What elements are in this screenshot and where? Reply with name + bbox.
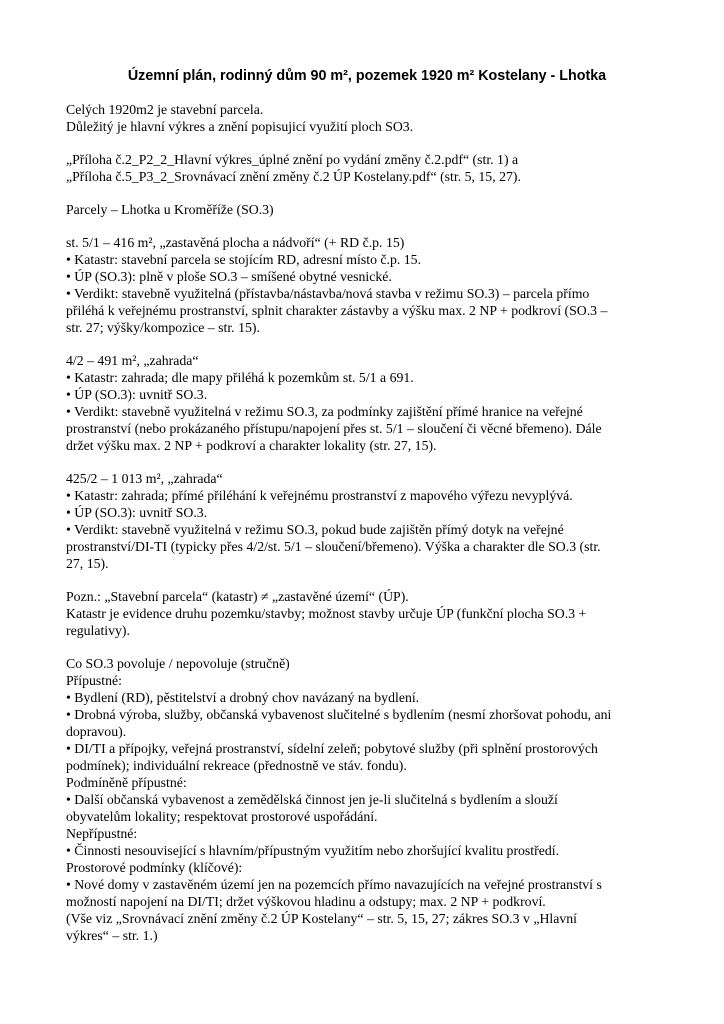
text-line: výkres“ – str. 1.) (66, 928, 158, 943)
text-line: • Katastr: zahrada; přímé přiléhání k veřejnému prostranství z mapového výřezu nevyplývá. (66, 488, 573, 503)
text-line: • Další občanská vybavenost a zemědělská činnost jen je-li slučitelná s bydlením a slouží (66, 792, 558, 807)
text-line: Co SO.3 povoluje / nepovoluje (stručně) (66, 656, 290, 671)
text-line: Celých 1920m2 je stavební parcela. (66, 102, 264, 117)
text-line: Nepřípustné: (66, 826, 138, 841)
text-line: • Nové domy v zastavěném území jen na pozemcích přímo navazujících na veřejné prostranství s (66, 877, 602, 892)
paragraph-so3-rules (66, 655, 668, 944)
text-line: 27, 15). (66, 556, 109, 571)
paragraph-section-heading-parcely (66, 201, 668, 218)
text-line: „Příloha č.2_P2_2_Hlavní výkres_úplné znění po vydání změny č.2.pdf“ (str. 1) a (66, 152, 519, 167)
paragraph-attachments (66, 151, 668, 185)
paragraph-parcel-425-2 (66, 470, 668, 572)
text-line: • ÚP (SO.3): uvnitř SO.3. (66, 505, 208, 520)
text-line: st. 5/1 – 416 m², „zastavěná plocha a nádvoří“ (+ RD č.p. 15) (66, 235, 405, 250)
text-line: „Příloha č.5_P3_2_Srovnávací znění změny č.2 ÚP Kostelany.pdf“ (str. 5, 15, 27). (66, 169, 521, 184)
text-line: možností napojení na DI/TI; držet výškovou hladinu a odstupy; max. 2 NP + podkroví. (66, 894, 546, 909)
text-line: • Katastr: stavební parcela se stojícím RD, adresní místo č.p. 15. (66, 252, 422, 267)
text-line: • Verdikt: stavebně využitelná v režimu SO.3, za podmínky zajištění přímé hranice na veřejné (66, 404, 583, 419)
text-line: přiléhá k veřejnému prostranství, splnit charakter zástavby a výšku max. 2 NP + podkroví (SO.3 – (66, 303, 608, 318)
paragraph-parcel-4-2 (66, 352, 668, 454)
text-line: prostranství (nebo prokázaného přístupu/napojení přes st. 5/1 – sloučení či věcné břemeno). Dále (66, 421, 602, 436)
text-line: • Bydlení (RD), pěstitelství a drobný chov navázaný na bydlení. (66, 690, 420, 705)
document-body (66, 101, 668, 944)
text-line: prostranství/DI-TI (typicky přes 4/2/st. 5/1 – sloučení/břemeno). Výška a charakter dle SO.3 (str. (66, 539, 601, 554)
paragraph-note (66, 588, 668, 639)
text-line: • Drobná výroba, služby, občanská vybavenost slučitelné s bydlením (nesmí zhoršovat pohodu, ani (66, 707, 612, 722)
text-line: • ÚP (SO.3): uvnitř SO.3. (66, 387, 208, 402)
text-line: regulativy). (66, 623, 130, 638)
paragraph-parcel-st-5-1 (66, 234, 668, 336)
text-line: Pozn.: „Stavební parcela“ (katastr) ≠ „zastavěné území“ (ÚP). (66, 589, 409, 604)
text-line: • Verdikt: stavebně využitelná (přístavba/nástavba/nová stavba v režimu SO.3) – parcela přímo (66, 286, 590, 301)
text-line: podmínek); individuální rekreace (přednostně ve stáv. fondu). (66, 758, 407, 773)
text-line: Katastr je evidence druhu pozemku/stavby; možnost stavby určuje ÚP (funkční plocha SO.3 + (66, 606, 587, 621)
text-line: • Verdikt: stavebně využitelná v režimu SO.3, pokud bude zajištěn přímý dotyk na veřejné (66, 522, 564, 537)
text-line: Prostorové podmínky (klíčové): (66, 860, 243, 875)
text-line: Podmíněně přípustné: (66, 775, 187, 790)
text-line: • Činnosti nesouvisející s hlavním/přípustným využitím nebo zhoršující kvalitu prostředí. (66, 843, 560, 858)
text-line: (Vše viz „Srovnávací znění změny č.2 ÚP Kostelany“ – str. 5, 15, 27; zákres SO.3 v „Hlavní (66, 911, 577, 926)
text-line: • Katastr: zahrada; dle mapy přiléhá k pozemkům st. 5/1 a 691. (66, 370, 414, 385)
text-line: dopravou). (66, 724, 127, 739)
document-title: Územní plán, rodinný dům 90 m², pozemek 1920 m² Kostelany - Lhotka (127, 68, 607, 84)
text-line: držet výšku max. 2 NP + podkroví a charakter lokality (str. 27, 15). (66, 438, 437, 453)
paragraph-intro (66, 101, 668, 135)
text-line: Parcely – Lhotka u Kroměříže (SO.3) (66, 202, 274, 217)
text-line: • ÚP (SO.3): plně v ploše SO.3 – smíšené obytné vesnické. (66, 269, 392, 284)
text-line: Důležitý je hlavní výkres a znění popisujicí využití ploch SO3. (66, 119, 414, 134)
text-line: 4/2 – 491 m², „zahrada“ (66, 353, 199, 368)
text-line: obyvatelům lokality; respektovat prostorové uspořádání. (66, 809, 378, 824)
text-line: 425/2 – 1 013 m², „zahrada“ (66, 471, 223, 486)
text-line: str. 27; výšky/kompozice – str. 15). (66, 320, 260, 335)
text-line: • DI/TI a přípojky, veřejná prostranství, sídelní zeleň; pobytové služby (při splnění prostorových (66, 741, 598, 756)
text-line: Přípustné: (66, 673, 122, 688)
